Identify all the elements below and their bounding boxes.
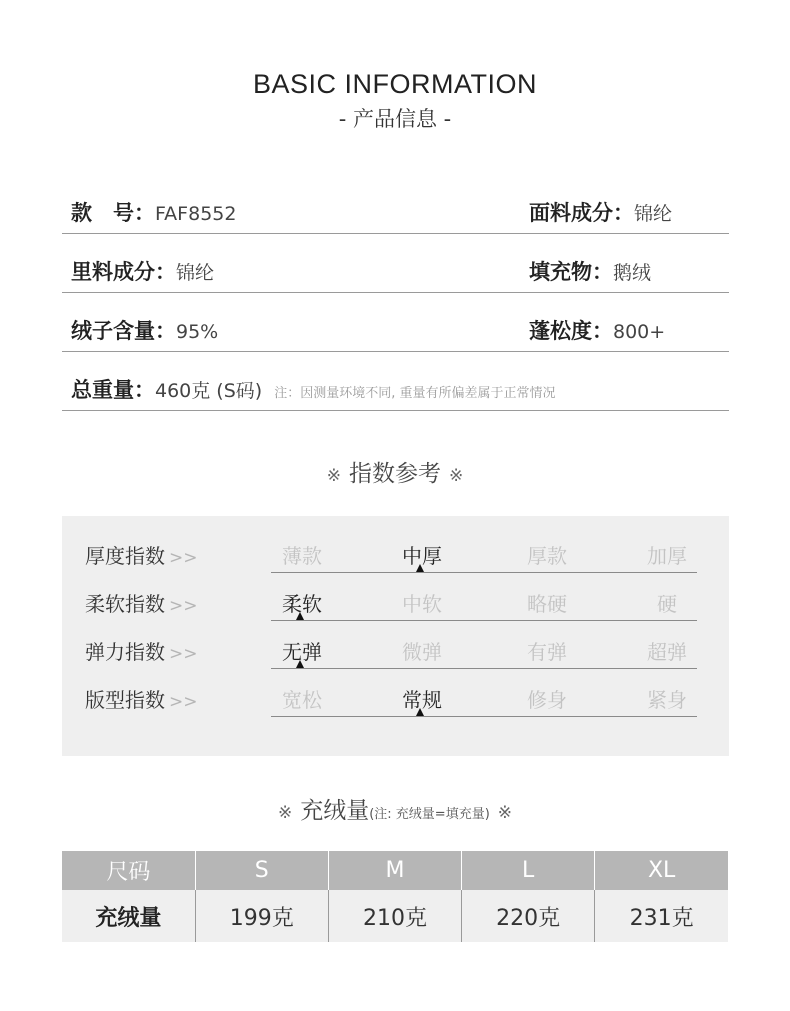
index-section-title — [0, 455, 790, 488]
table-cell: 199克 — [195, 890, 328, 942]
index-scale-line — [271, 716, 697, 717]
index-option-selected: 无弹 — [282, 640, 322, 664]
arrow-icon: >> — [169, 692, 198, 712]
index-label-text: 版型指数 — [85, 688, 165, 712]
info-item-fabric — [529, 197, 672, 227]
index-option-selected: 常规 — [402, 688, 442, 712]
info-value: 锦纶 — [176, 262, 215, 284]
fill-subnote: (注: 充绒量=填充量) — [369, 807, 490, 822]
table-header-cell: M — [328, 851, 461, 890]
fill-section-title — [0, 792, 790, 825]
index-title: 指数参考 — [349, 461, 441, 487]
table-header-cell: XL — [595, 851, 728, 890]
info-label: 填充物： — [529, 260, 613, 284]
info-item-style-no — [71, 197, 236, 227]
index-option-selected: 柔软 — [282, 592, 322, 616]
info-label: 总重量： — [71, 378, 155, 402]
index-label — [85, 684, 198, 713]
index-option: 超弹 — [647, 640, 687, 664]
table-cell: 220克 — [462, 890, 595, 942]
info-value: 锦纶 — [634, 203, 673, 225]
info-item-fill-power — [529, 315, 665, 345]
table-cell: 231克 — [595, 890, 728, 942]
info-item-lining — [71, 256, 214, 286]
page-header — [0, 66, 790, 134]
index-option: 紧身 — [647, 688, 687, 712]
info-row — [62, 369, 729, 411]
table-header-cell: L — [462, 851, 595, 890]
index-row-softness — [62, 564, 729, 616]
index-option: 中软 — [402, 592, 442, 616]
info-label: 里料成分： — [71, 260, 176, 284]
index-option-selected: 中厚 — [402, 544, 442, 568]
table-cell: 210克 — [328, 890, 461, 942]
index-option: 厚款 — [527, 544, 567, 568]
arrow-icon: >> — [169, 596, 198, 616]
info-value: 鹅绒 — [613, 262, 652, 284]
info-row — [62, 310, 729, 352]
index-panel — [62, 516, 729, 756]
index-row-fit — [62, 660, 729, 712]
arrow-icon: >> — [169, 644, 198, 664]
info-item-total-weight — [71, 374, 555, 404]
info-value: 460克 (S码) — [155, 380, 263, 402]
fill-size-table — [62, 851, 728, 942]
info-row — [62, 251, 729, 293]
info-value: FAF8552 — [155, 203, 237, 225]
table-row — [62, 890, 728, 942]
index-label-text: 弹力指数 — [85, 640, 165, 664]
info-value: 800+ — [613, 321, 666, 343]
index-option: 硬 — [657, 592, 677, 616]
index-row-elasticity — [62, 612, 729, 664]
index-row-thickness — [62, 516, 729, 568]
index-option: 修身 — [527, 688, 567, 712]
index-option: 加厚 — [647, 544, 687, 568]
basic-info-list — [62, 192, 729, 428]
selection-marker-icon — [416, 708, 424, 716]
table-row-label: 充绒量 — [62, 890, 195, 942]
reference-mark-icon: ※ — [326, 466, 341, 486]
info-label: 蓬松度： — [529, 319, 613, 343]
reference-mark-icon: ※ — [277, 803, 293, 823]
info-label: 款 号： — [71, 201, 155, 225]
reference-mark-icon: ※ — [449, 466, 464, 486]
reference-mark-icon: ※ — [497, 803, 513, 823]
arrow-icon: >> — [169, 548, 198, 568]
table-header-cell: 尺码 — [62, 851, 195, 890]
info-value: 95% — [176, 321, 219, 343]
title-zh: - 产品信息 - — [338, 107, 452, 131]
info-label: 面料成分： — [529, 201, 634, 225]
index-option: 宽松 — [282, 688, 322, 712]
info-label: 绒子含量： — [71, 319, 176, 343]
table-header-row — [62, 851, 728, 890]
info-item-down-content — [71, 315, 218, 345]
weight-note: 注：因测量环境不同, 重量有所偏差属于正常情况 — [274, 386, 556, 401]
index-option: 略硬 — [527, 592, 567, 616]
index-option: 微弹 — [402, 640, 442, 664]
title-en: BASIC INFORMATION — [252, 69, 537, 99]
index-label-text: 柔软指数 — [85, 592, 165, 616]
info-item-filling — [529, 256, 651, 286]
info-row — [62, 192, 729, 234]
index-option: 有弹 — [527, 640, 567, 664]
table-header-cell: S — [195, 851, 328, 890]
index-label-text: 厚度指数 — [85, 544, 165, 568]
index-option: 薄款 — [282, 544, 322, 568]
fill-title: 充绒量 — [300, 798, 370, 824]
